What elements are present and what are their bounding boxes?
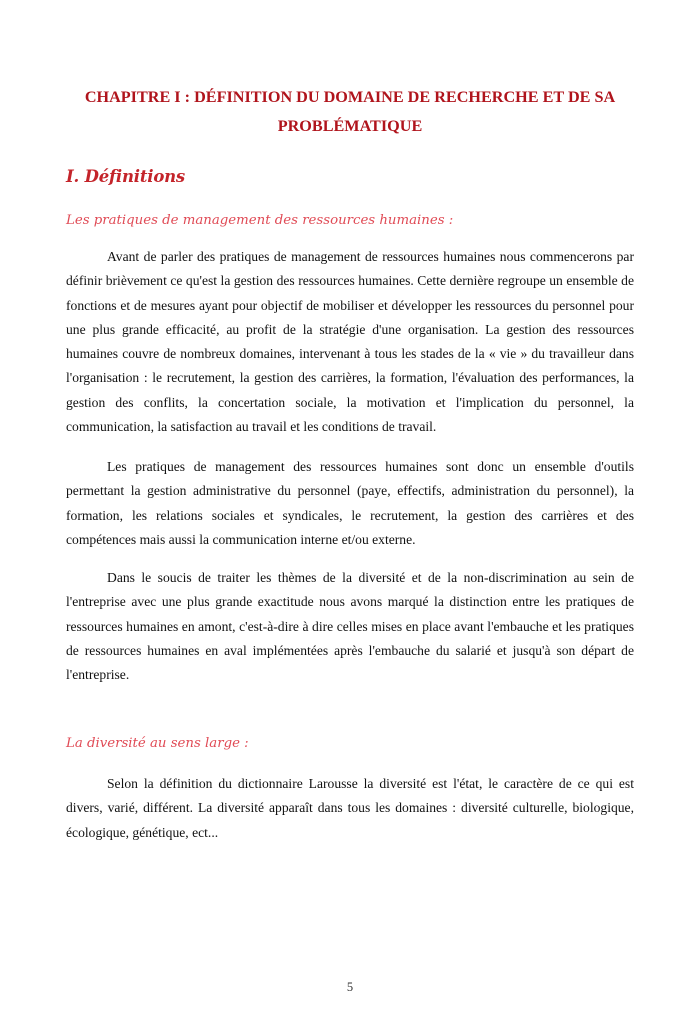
page-number: 5: [346, 980, 354, 994]
paragraph-rh-practices-tools: Les pratiques de management des ressources humaines sont donc un ensemble d'outils permettant la gestion administrative du personnel (paye, effectifs, administration du personnel), la formation, les relations sociales et syndicales, le recrutement, la gestion des carrières et des compétences mais aussi la communication interne et/ou externe.: [66, 459, 634, 547]
chapter-title-line-2: PROBLÉMATIQUE: [277, 117, 423, 135]
paragraph-grh-definition: Avant de parler des pratiques de management de ressources humaines nous commencerons par définir brièvement ce qu'est la gestion des ressources humaines. Cette dernière regroupe un ensemble de fonctions et de mesures ayant pour objectif de mobiliser et développer les ressources du personnel pour une plus grande efficacité, au profit de la stratégie d'une organisation. La gestion des ressources humaines couvre de nombreux domaines, intervenant à tous les stades de la « vie » du travailleur dans l'organisation : le recrutement, la gestion des carrières, la formation, l'évaluation des performances, la gestion des conflits, la concertation sociale, la motivation et l'implication du personnel, la communication, la satisfaction au travail et les conditions de travail.: [66, 249, 634, 435]
subsection-heading-rh-practices: Les pratiques de management des ressources humaines :: [66, 213, 454, 228]
paragraph-diversity-distinction: Dans le soucis de traiter les thèmes de la diversité et de la non-discrimination au sein de l'entreprise avec une plus grande exactitude nous avons marqué la distinction entre les pratiques de ressources humaines en amont, c'est-à-dire à dire celles mises en place avant l'embauche et les pratiques de ressources humaines en aval implémentées après l'embauche du salarié et jusqu'à son départ de l'entreprise.: [66, 570, 634, 683]
chapter-title: [60, 83, 640, 141]
paragraph-diversity-definition: Selon la définition du dictionnaire Larousse la diversité est l'état, le caractère de ce qui est divers, varié, différent. La diversité apparaît dans tous les domaines : diversité culturelle, biologique, écologique, génétique, ect...: [66, 776, 634, 840]
section-heading: I. Définitions: [66, 167, 186, 186]
chapter-title-line-1: CHAPITRE I : DÉFINITION DU DOMAINE DE RECHERCHE ET DE SA: [84, 88, 616, 106]
subsection-heading-diversity: La diversité au sens large :: [66, 736, 249, 751]
